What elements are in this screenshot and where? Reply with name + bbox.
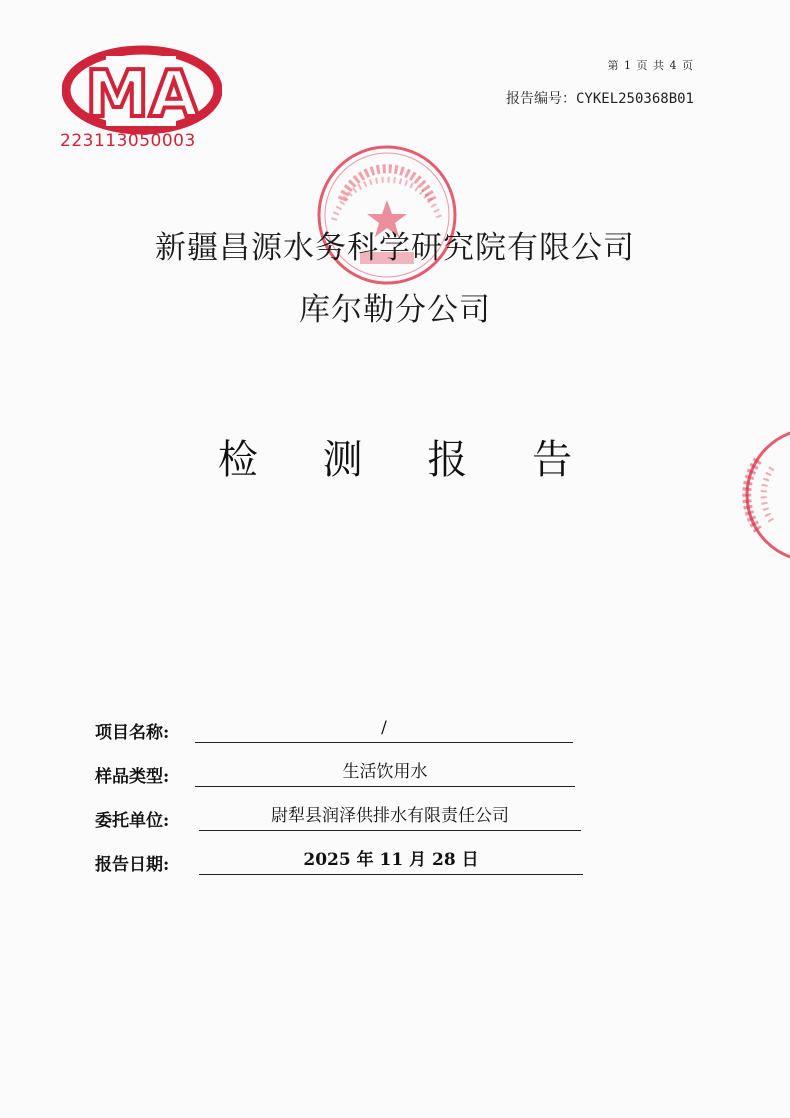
field-label: 项目名称: <box>95 723 170 743</box>
document-title: 检 测 报 告 <box>217 437 599 483</box>
field-project-name <box>95 712 595 756</box>
official-seal-stamp <box>312 140 462 290</box>
field-label: 委托单位: <box>95 811 170 831</box>
report-number: 报告编号：CYKEL250368B01 <box>505 91 694 107</box>
field-value: 生活饮用水 <box>195 760 575 787</box>
field-client <box>95 800 595 844</box>
field-value: 2025 年 11 月 28 日 <box>199 848 583 875</box>
svg-text:MA: MA <box>85 58 199 132</box>
field-label: 样品类型: <box>95 767 170 787</box>
field-value: / <box>195 716 573 743</box>
organization-branch: 库尔勒分公司 <box>299 292 491 328</box>
field-report-date <box>95 844 595 888</box>
cma-number: 223113050003 <box>60 131 196 151</box>
field-sample-type <box>95 756 595 800</box>
field-value: 尉犁县润泽供排水有限责任公司 <box>199 804 581 831</box>
organization-name: 新疆昌源水务科学研究院有限公司 <box>155 230 635 266</box>
page-indicator: 第 1 页 共 4 页 <box>607 59 694 72</box>
report-info-fields <box>95 712 595 888</box>
field-label: 报告日期: <box>95 855 170 875</box>
